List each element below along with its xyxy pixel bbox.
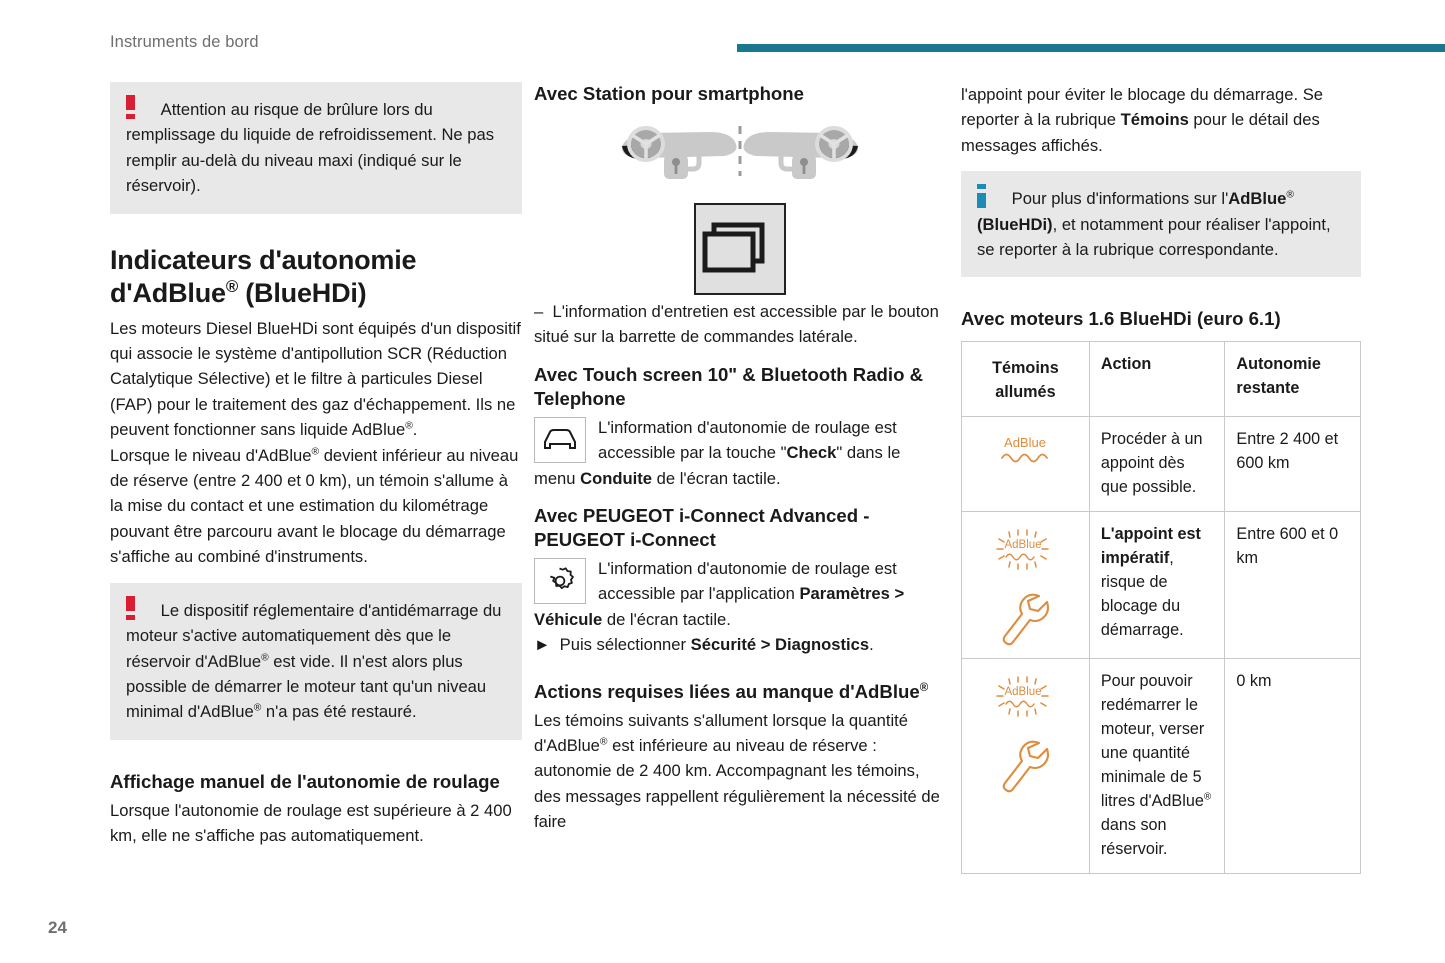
registered-mark: ® [261,651,269,663]
registered-mark: ® [225,276,238,296]
heading-table-engines: Avec moteurs 1.6 BlueHDi (euro 6.1) [961,308,1281,330]
table-row [962,417,1361,512]
adblue-warning-icon [986,431,1064,469]
column-left [110,82,522,849]
warning-callout-immobiliser-text-a: Le dispositif réglementaire d'antidémarrage du moteur s'active automatiquement dès que le réservoir d'AdBlue [126,600,502,671]
paragraph-adblue-reserve: Lorsque le niveau d'AdBlue® devient inférieur au niveau de réserve (entre 2 400 et 0 km), un témoin s'allume à la mise du contact et une estimation du kilométrage pouvant être parcouru avant le blocage du démarrage s'affiche au combiné d'instruments. [110,445,519,567]
car-front-icon [534,417,586,463]
table-cell-indicator [962,659,1090,874]
iconnect-info-text: L'information d'autonomie de roulage est accessible par l'application Paramètres > Véhicule de l'écran tactile. [534,559,905,629]
page-number: 24 [48,918,67,937]
paragraph-continued: l'appoint pour éviter le blocage du démarrage. Se reporter à la rubrique Témoins pour le détail des messages affichés. [961,85,1324,155]
table-row [962,512,1361,659]
step-arrow-icon: ► [534,635,551,655]
table-cell-action: L'appoint est impératif, risque de blocage du démarrage. [1089,512,1225,659]
table-cell-indicator [962,512,1090,659]
registered-mark: ® [311,446,320,458]
warning-callout-burn-risk [110,82,522,214]
registered-mark: ® [599,736,608,748]
table-cell-autonomy: Entre 600 et 0 km [1225,512,1361,659]
table-header-row [962,342,1361,417]
warning-callout-immobiliser: Le dispositif réglementaire d'antidémarrage du moteur s'active automatiquement dès que le réservoir d'AdBlue® est vide. Il n'est alors plus possible de démarrer le moteur tant qu'un niveau minimal d'AdBlue® n'a pas été restauré. [110,583,522,740]
heading-touch-screen: Avec Touch screen 10" & Bluetooth Radio & Telephone [534,363,924,409]
adblue-indicators-table [961,341,1361,874]
dashboard-illustration [534,124,946,295]
wrench-service-icon [995,588,1055,646]
smartphone-station-icon [694,203,786,295]
information-icon [977,184,986,208]
paragraph-bluehdi-description: Les moteurs Diesel BlueHDi sont équipés d'un dispositif qui associe le système d'antipollution SCR (Réduction Catalytique Sélective) et le filtre à particules Diesel (FAP) pour le traitement des gaz d'échappement. Ils ne peuvent fonctionner sans liquide AdBlue®. [110,318,521,440]
table-cell-action: Procéder à un appoint dès que possible. [1089,417,1225,512]
adblue-label: AdBlue [1004,686,1042,699]
iconnect-step: ► Puis sélectionner Sécurité > Diagnostics. [534,635,874,655]
registered-mark: ® [919,681,929,694]
touch-screen-info-text: L'information d'autonomie de roulage est accessible par la touche "Check" dans le menu Conduite de l'écran tactile. [534,417,901,488]
gear-icon [534,558,586,604]
table-cell-action: Pour pouvoir redémarrer le moteur, verser une quantité minimale de 5 litres d'AdBlue® dans son réservoir. [1089,659,1225,874]
dashboard-lhd-rhd-illustration [612,124,868,184]
registered-mark: ® [405,420,413,432]
column-right [961,82,1361,874]
adblue-warning-icon-flashing [977,673,1073,729]
exclamation-mark-icon [126,596,135,620]
heading-manual-display: Affichage manuel de l'autonomie de roulage [110,770,500,792]
heading-required-actions: Actions requises liées au manque d'AdBlue® [534,680,929,702]
registered-mark: ® [253,702,262,714]
adblue-label: AdBlue [1004,539,1042,552]
page-title: Indicateurs d'autonomie d'AdBlue® (BlueHDi) [110,244,417,308]
table-header-indicators: Témoins allumés [962,342,1090,417]
table-cell-autonomy: 0 km [1225,659,1361,874]
info-callout-adblue: Pour plus d'informations sur l'AdBlue® (BlueHDi), et notamment pour réaliser l'appoint, se reporter à la rubrique correspondante. [961,171,1361,277]
touch-screen-info-block [534,415,946,491]
heading-peugeot-iconnect: Avec PEUGEOT i-Connect Advanced - PEUGEOT i-Connect [534,505,870,551]
table-header-action: Action [1089,342,1225,417]
section-title: Instruments de bord [110,33,259,51]
page-header [0,33,1445,63]
paragraph-required-actions: Les témoins suivants s'allument lorsque la quantité d'AdBlue® est inférieure au niveau de réserve : autonomie de 2 400 km. Accompagnant les témoins, des messages rappellent régulièrement la nécessité de faire [534,710,940,832]
paragraph-manual-display: Lorsque l'autonomie de roulage est supérieure à 2 400 km, elle ne s'affiche pas automatiquement. [110,800,512,846]
registered-mark: ® [1286,189,1294,201]
table-header-autonomy: Autonomie restante [1225,342,1361,417]
paragraph-maintenance-info: – L'information d'entretien est accessible par le bouton situé sur la barrette de commandes latérale. [534,302,939,347]
iconnect-info-block [534,556,946,632]
registered-mark: ® [1203,792,1212,804]
column-middle [534,82,946,835]
table-row [962,659,1361,874]
table-cell-indicator [962,417,1090,512]
exclamation-mark-icon [126,95,135,119]
warning-callout-burn-risk-text: Attention au risque de brûlure lors du remplissage du liquide de refroidissement. Ne pas remplir au-delà du niveau maxi (indiqué sur le réservoir). [126,100,495,196]
adblue-warning-icon-flashing [977,526,1073,582]
heading-smartphone-station: Avec Station pour smartphone [534,83,804,104]
adblue-label: AdBlue [1004,435,1047,451]
header-rule [737,44,1445,52]
wrench-service-icon [995,735,1055,793]
table-cell-autonomy: Entre 2 400 et 600 km [1225,417,1361,512]
